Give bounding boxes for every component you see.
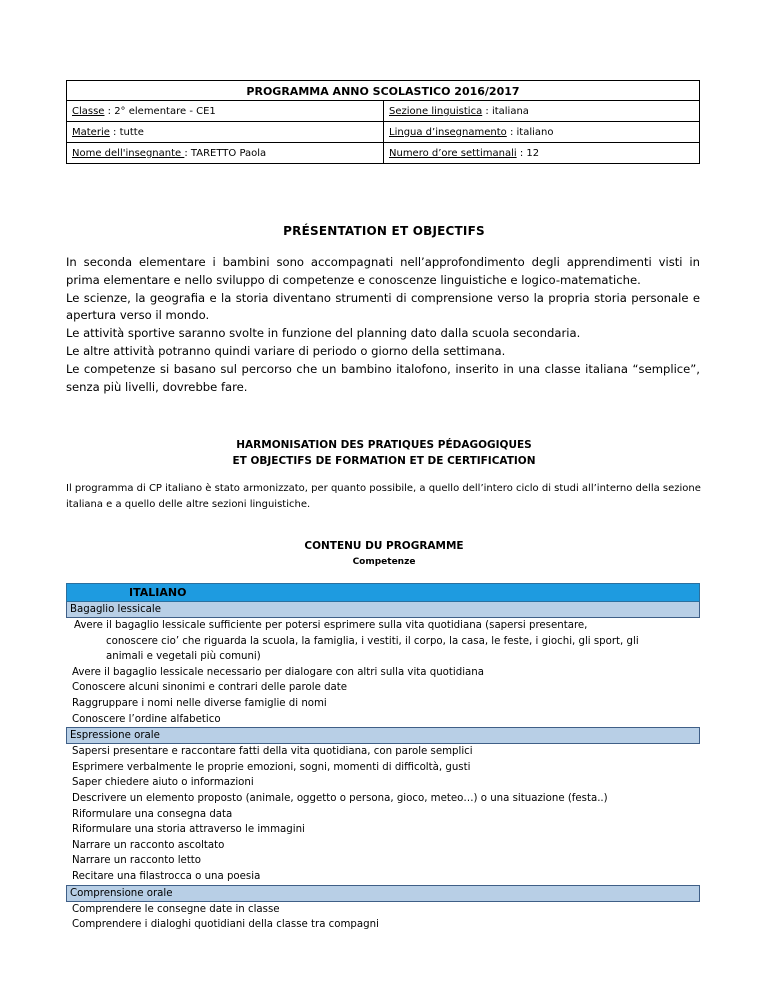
info-row [67, 122, 700, 143]
harmonisation-heading-line: HARMONISATION DES PRATIQUES PÉDAGOGIQUES [236, 439, 532, 451]
section-label: Sezione linguistica [389, 105, 483, 117]
paragraph: In seconda elementare i bambini sono accompagnati nell’approfondimento degli apprendimenti visti in prima elementare e nello sviluppo di competenze e conoscenze linguistiche e logico-matematiche. [66, 255, 700, 287]
contenu-heading: CONTENU DU PROGRAMME [304, 540, 464, 552]
language-label: Lingua d’insegnamento [389, 126, 507, 138]
list-item: Avere il bagaglio lessicale sufficiente per potersi esprimere sulla vita quotidiana (sapersi presentare, [74, 620, 588, 631]
language-cell [384, 122, 700, 143]
class-label: Classe [72, 105, 105, 117]
paragraph: Le attività sportive saranno svolte in funzione del planning dato dalla scuola secondaria. [66, 326, 581, 341]
section-items [66, 618, 700, 727]
list-item: Comprendere i dialoghi quotidiani della classe tra compagni [72, 919, 379, 931]
hours-cell [384, 143, 700, 164]
list-item: Raggruppare i nomi nelle diverse famiglie di nomi [72, 697, 327, 709]
list-item: Avere il bagaglio lessicale necessario per dialogare con altri sulla vita quotidiana [72, 666, 484, 678]
list-item: Riformulare una storia attraverso le immagini [72, 824, 305, 836]
list-item: Recitare una filastrocca o una poesia [72, 870, 261, 882]
section-header: Comprensione orale [66, 885, 700, 902]
subjects-value: : tutte [109, 126, 144, 138]
list-item: Narrare un racconto ascoltato [72, 839, 225, 851]
paragraph: Le altre attività potranno quindi variare di periodo o giorno della settimana. [66, 343, 506, 358]
section-header: Espressione orale [66, 727, 700, 744]
section-items [66, 902, 700, 933]
list-item: Conoscere l’ordine alfabetico [72, 713, 221, 725]
info-row [67, 101, 700, 122]
class-value: : 2° elementare - CE1 [104, 105, 216, 117]
list-item: Sapersi presentare e raccontare fatti della vita quotidiana, con parole semplici [72, 746, 473, 758]
teacher-label: Nome dell'insegnante [72, 147, 185, 159]
list-item: Narrare un racconto letto [72, 855, 202, 867]
hours-label: Numero d’ore settimanali [389, 147, 517, 159]
list-item: Conoscere alcuni sinonimi e contrari delle parole date [72, 682, 348, 694]
list-item: Esprimere verbalmente le proprie emozioni, sogni, momenti di difficoltà, gusti [72, 761, 471, 773]
harmonisation-heading-line: ET OBJECTIFS DE FORMATION ET DE CERTIFICATION [232, 455, 536, 467]
harmonisation-text: Il programma di CP italiano è stato armonizzato, per quanto possibile, a quello dell’intero ciclo di studi all’interno della sezione italiana e a quello delle altre sezioni linguistiche. [66, 483, 701, 510]
hours-value: : 12 [516, 147, 540, 159]
list-item: Descrivere un elemento proposto (animale, oggetto o persona, gioco, meteo…) o una situazione (festa..) [72, 792, 608, 804]
list-item: Saper chiedere aiuto o informazioni [72, 777, 254, 789]
presentation-heading: PRÉSENTATION ET OBJECTIFS [283, 224, 485, 238]
teacher-cell [67, 143, 384, 164]
section-header: Bagaglio lessicale [66, 602, 700, 618]
teacher-value: : TARETTO Paola [184, 147, 267, 159]
list-item: animali e vegetali più comuni) [106, 651, 261, 663]
paragraph: Le competenze si basano sul percorso che un bambino italofono, inserito in una classe italiana “semplice”, senza più livelli, dovrebbe fare. [66, 361, 700, 394]
presentation-text [66, 254, 700, 396]
language-value: : italiano [506, 126, 554, 138]
section-items [66, 744, 700, 884]
list-item: Riformulare una consegna data [72, 808, 233, 820]
subjects-label: Materie [72, 126, 110, 138]
competences-subheading: Competenze [352, 557, 416, 567]
list-item: conoscere cio’ che riguarda la scuola, la famiglia, i vestiti, il corpo, la casa, le feste, i giochi, gli sport, gli [106, 635, 639, 647]
program-info-table [66, 80, 700, 164]
subject-header: ITALIANO [66, 583, 700, 602]
info-row [67, 143, 700, 164]
competences-table [66, 583, 700, 933]
subjects-cell [67, 122, 384, 143]
program-title: PROGRAMMA ANNO SCOLASTICO 2016/2017 [67, 81, 700, 101]
section-value: : italiana [482, 105, 529, 117]
paragraph: Le scienze, la geografia e la storia diventano strumenti di comprensione verso la propria storia personale e apertura verso il mondo. [66, 290, 700, 323]
class-cell [67, 101, 384, 122]
harmonisation-heading [0, 437, 768, 469]
section-cell [384, 101, 700, 122]
list-item: Comprendere le consegne date in classe [72, 903, 280, 915]
